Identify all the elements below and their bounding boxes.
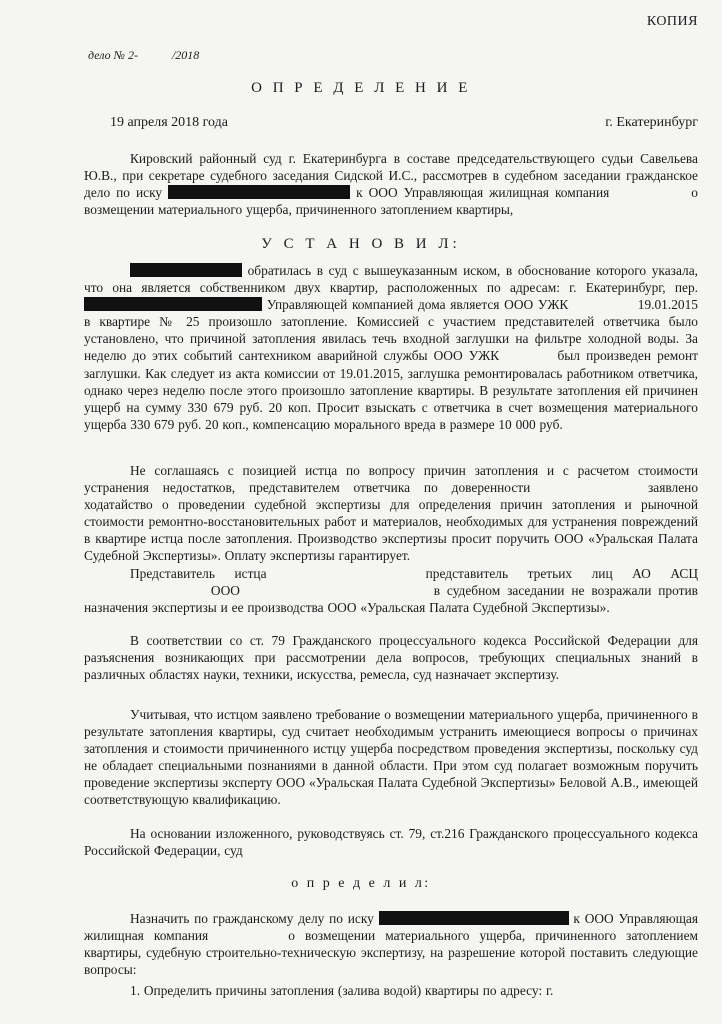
article-paragraph [84,632,698,683]
appoint-text-1: Назначить по гражданскому делу по иску [130,911,379,926]
blank-plaintiff-representative [286,568,406,580]
intro-text-2: к ООО Управляющая жилищная компания [350,185,616,201]
considering-paragraph [84,706,698,809]
established-heading: У С Т А Н О В И Л: [261,236,461,252]
intro-text-3: о возмещении материального ущерба, причиненного затоплением квартиры, [84,185,698,218]
blank-company-name-2 [573,299,633,311]
basis-paragraph [84,825,698,859]
question-1-text: 1. Определить причины затопления (залива водой) квартиры по адресу: г. [130,983,554,998]
basis-text: На основании изложенного, руководствуясь ст. 79, ст.216 Гражданского процессуального кодекса Российской Федерации, суд [84,826,698,859]
copy-stamp: КОПИЯ [646,14,698,29]
blank-company-name-4 [218,930,278,942]
case-number-prefix: дело № 2- [88,48,138,62]
blank-third-party-asc [84,585,204,597]
appoint-text-3: о возмещении материального ущерба, причиненного затоплением квартиры, судебную строительно-техническую экспертизу, на разрешение которой поставить следующие вопросы: [84,928,698,978]
redaction-plaintiff-2 [379,911,569,925]
case-number-suffix: /2018 [171,48,200,62]
representatives-text-2: представитель третьих лиц АО АСЦ [406,566,699,581]
blank-third-party-company [247,585,427,597]
claim-text-1: обратилась в суд с вышеуказанным иском, в обоснование которого указала, что она является собственником двух квартир, расположенных по адресам: г. Екатеринбург, пер. [84,263,698,296]
date-line [110,115,698,131]
claim-text-3: 19.01.2015 в квартире № 25 произошло затопление. Комиссией с участием представителей ответчика было установлено, что причиной затопления явилась течь входной заглушки на фильтре холодной воды. За неделю до этих событий сантехником аварийной службы ООО УЖК [84,297,699,364]
blank-company-name [615,187,685,199]
blank-representative [544,482,634,494]
appoint-paragraph [84,910,698,978]
redaction-plaintiff [168,185,350,199]
document-city: г. Екатеринбург [605,115,698,130]
claim-text-4: был произведен ремонт заглушки. Как следует из акта комиссии от 19.01.2015, заглушка ремонтировалась работником ответчика, однако через неделю после этого произошло затопление квартиры. В результате затопления ей причинен ущерб на сумму 330 679 руб. 20 коп. Просит взыскать с ответчика в счет возмещения материального ущерба 330 679 руб. 20 коп., компенсацию морального вреда в размере 10 000 руб. [84,348,698,432]
document-date: 19 апреля 2018 года [110,115,228,130]
decided-heading: о п р е д е л и л: [291,876,431,891]
considering-text: Учитывая, что истцом заявлено требование о возмещении материального ущерба, причиненного в результате затопления квартиры, суд считает необходимым устранить имеющиеся вопросы о причинах затопления и стоимости причиненного истцу ущерба посредством проведения экспертизы, поскольку суд не обладает специальными познаниями в данной области. При этом суд полагает возможным поручить проведение экспертизы эксперту ООО «Уральская Палата Судебной Экспертизы» Беловой А.В., имеющей соответствующую квалификацию. [84,707,698,808]
respondent-paragraph [84,462,698,565]
blank-company-name-3 [505,350,551,362]
respondent-text-2: заявлено ходатайство о проведении судебной экспертизы для определения причин затопления и рыночной стоимости ремонтно-восстановительных работ и материалов, необходимых для устранения повреждений в квартире истца после затопления. Производство экспертизы просит поручить ООО «Уральская Палата Судебной Экспертизы». Оплату экспертизы гарантирует. [84,480,699,564]
intro-paragraph [84,150,698,218]
question-1 [84,982,698,999]
case-number [88,48,199,63]
representatives-text-1: Представитель истца [130,566,287,581]
representatives-text-4: в судебном заседании не возражали против назначения экспертизы и ее производства ООО «Уральская Палата Судебной Экспертизы». [84,583,698,616]
document-title: О П Р Е Д Е Л Е Н И Е [251,80,471,96]
representatives-paragraph [84,565,698,616]
intro-text-1: Кировский районный суд г. Екатеринбурга в составе председательствующего судьи Савельева Ю.В., при секретаре судебного заседания Сидской И.С., рассмотрев в судебном заседании гражданское дело по иску [84,151,698,201]
respondent-text-1: Не соглашаясь с позицией истца по вопросу причин затопления и с расчетом стоимости устранения недостатков, представителем ответчика по доверенности [84,463,698,496]
representatives-text-3: ООО [204,583,247,599]
claim-paragraph [84,262,698,433]
article-text: В соответствии со ст. 79 Гражданского процессуального кодекса Российской Федерации для разъяснения возникающих при рассмотрении дела вопросов, требующих специальных знаний в различных областях науки, техники, искусства, ремесла, суд назначает экспертизу. [84,633,698,683]
redaction-plaintiff-name [130,263,242,277]
redaction-address [84,297,262,311]
claim-text-2: Управляющей компанией дома является ООО УЖК [262,297,574,313]
appoint-text-2: к ООО Управляющая жилищная компания [84,911,698,944]
